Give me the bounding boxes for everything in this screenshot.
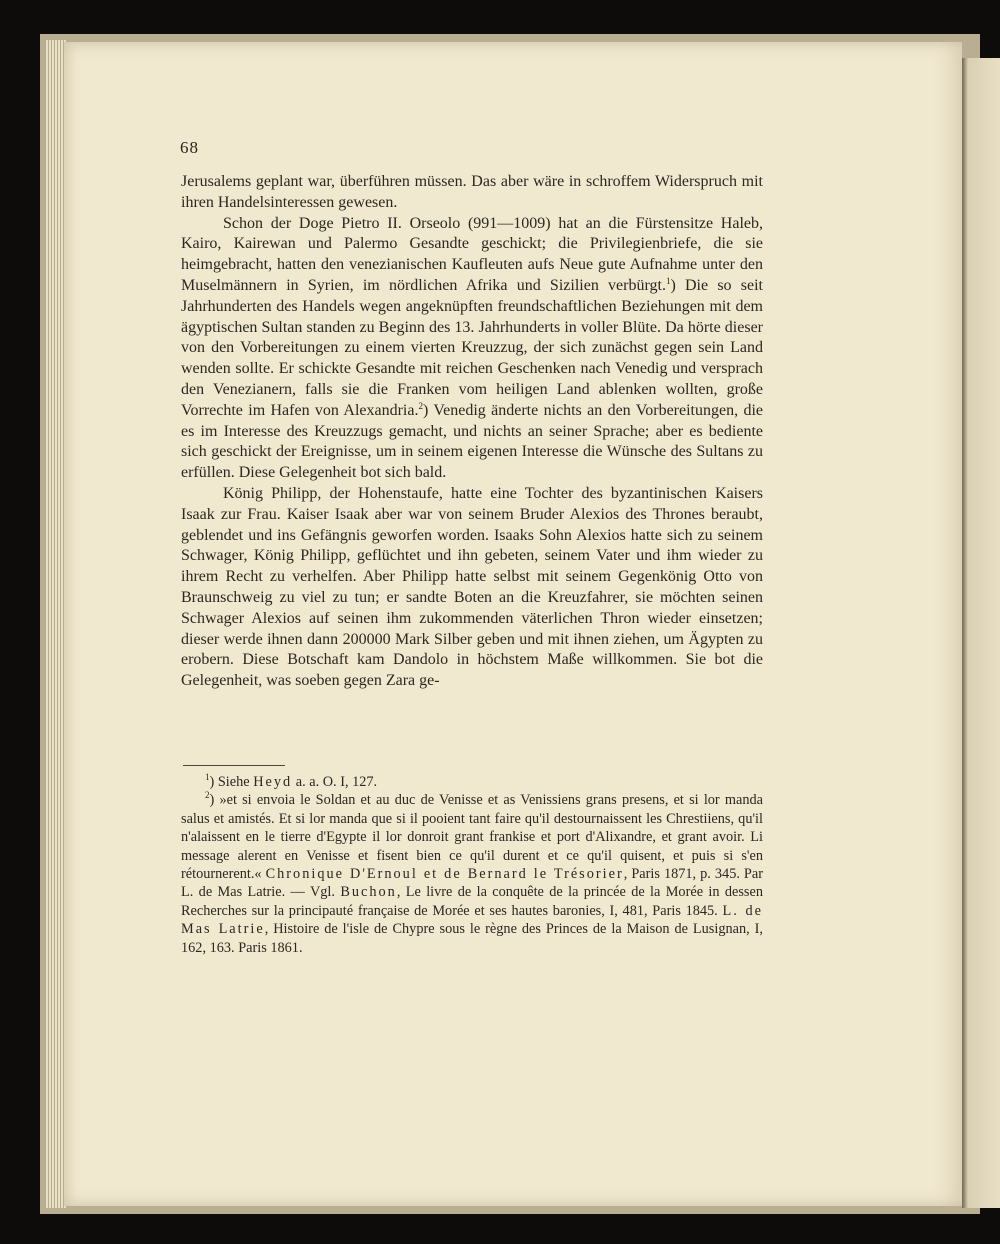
- page-number: 68: [180, 138, 199, 157]
- page-stack-edges: [46, 40, 66, 1208]
- footnote-ref-2: 2: [418, 400, 423, 411]
- paragraph-2: Schon der Doge Pietro II. Orseolo (991—1009) hat an die Fürstensitze Haleb, Kairo, Kairewan und Palermo Gesandte geschickt; die Privilegienbriefe, die sie heimgebracht, hatten den venezianischen Kaufleuten aufs Neue gute Aufnahme unter den Muselmännern in Syrien, im nördlichen Afrika und Sizilien verbürgt.$^1$) Die so seit Jahrhunderten des Handels wegen angeknüpften freundschaftlichen Beziehungen mit dem ägyptischen Sultan standen zu Beginn des 13. Jahrhunderts in voller Blüte. Da hörte dieser von den Vorbereitungen zu einem vierten Kreuzzug, der sich zunächst gegen sein Land wenden sollte. Er schickte Gesandte mit reichen Geschenken nach Venedig und versprach den Venezianern, falls sie die Franken vom heiligen Land ablenken wollten, große Vorrechte im Hafen von Alexandria.$^2$) Venedig änderte nichts an den Vorbereitungen, die es im Interesse des Kreuzzugs gemacht, und nichts an seiner Sprache; aber es bediente sich geschickt der Ereignisse, um in seinem eigenen Interesse die Wünsche des Sultans zu erfüllen. Diese Gelegenheit bot sich bald.: [181, 214, 763, 482]
- footnote-1: $^1$) Siehe Heyd a. a. O. I, 127.: [205, 772, 378, 790]
- paragraph-1: Jerusalems geplant war, überführen müssen. Das aber wäre in schroffem Widerspruch mit ihren Handelsinteressen gewesen.: [181, 173, 763, 211]
- facing-page-edge: [962, 58, 1000, 1208]
- footnote-separator: [183, 765, 285, 766]
- main-text: [181, 172, 763, 692]
- paragraph-3: König Philipp, der Hohenstaufe, hatte eine Tochter des byzantinischen Kaisers Isaak zur Frau. Kaiser Isaak aber war von seinem Bruder Alexios des Thrones beraubt, geblendet und ins Gefängnis geworfen worden. Isaaks Sohn Alexios hatte sich zu seinem Schwager, König Philipp, geflüchtet und ihn gebeten, seinem Vater und ihm wieder zu ihrem Recht zu verhelfen. Aber Philipp hatte selbst mit seinem Gegenkönig Otto von Braunschweig zu viel zu tun; er sandte Boten an die Kreuzfahrer, sie möchten seinen Schwager Alexios auf seinen ihm zukommenden väterlichen Thron wieder einsetzen; dieser werde ihnen dann 200000 Mark Silber geben und mit ihnen ziehen, um Ägypten zu erobern. Diese Botschaft kam Dandolo in höchstem Maße willkommen. Sie bot die Gelegenheit, was soeben gegen Zara ge-: [181, 484, 763, 690]
- footnotes: [181, 773, 763, 957]
- footnote-ref-1: 1: [665, 275, 671, 286]
- footnote-2: $^2$) »et si envoia le Soldan et au duc de Venisse et as Venissiens grans presens, et si lor manda salus et amistés. Et si lor manda que si il pooient tant faire qu'il destournaissent les Chrestiiens, qu'il n'alaissent en le tierre d'Egypte il lor donroit grant frankise et port d'Alixandre, et grant avoir. Li message alerent en Venisse et fisent bien ce qu'il durent et ce qu'il quisent, et puis si s'en rétournerent.« Chronique D'Ernoul et de Bernard le Trésorier, Paris 1871, p. 345. Par L. de Mas Latrie. — Vgl. Buchon, Le livre de la conquête de la princée de la Morée in dessen Recherches sur la principauté française de Morée et ses hautes baronies, I, 481, Paris 1845. L. de Mas Latrie, Histoire de l'isle de Chypre sous le règne des Princes de la Maison de Lusignan, I, 162, 163. Paris 1861.: [181, 790, 763, 956]
